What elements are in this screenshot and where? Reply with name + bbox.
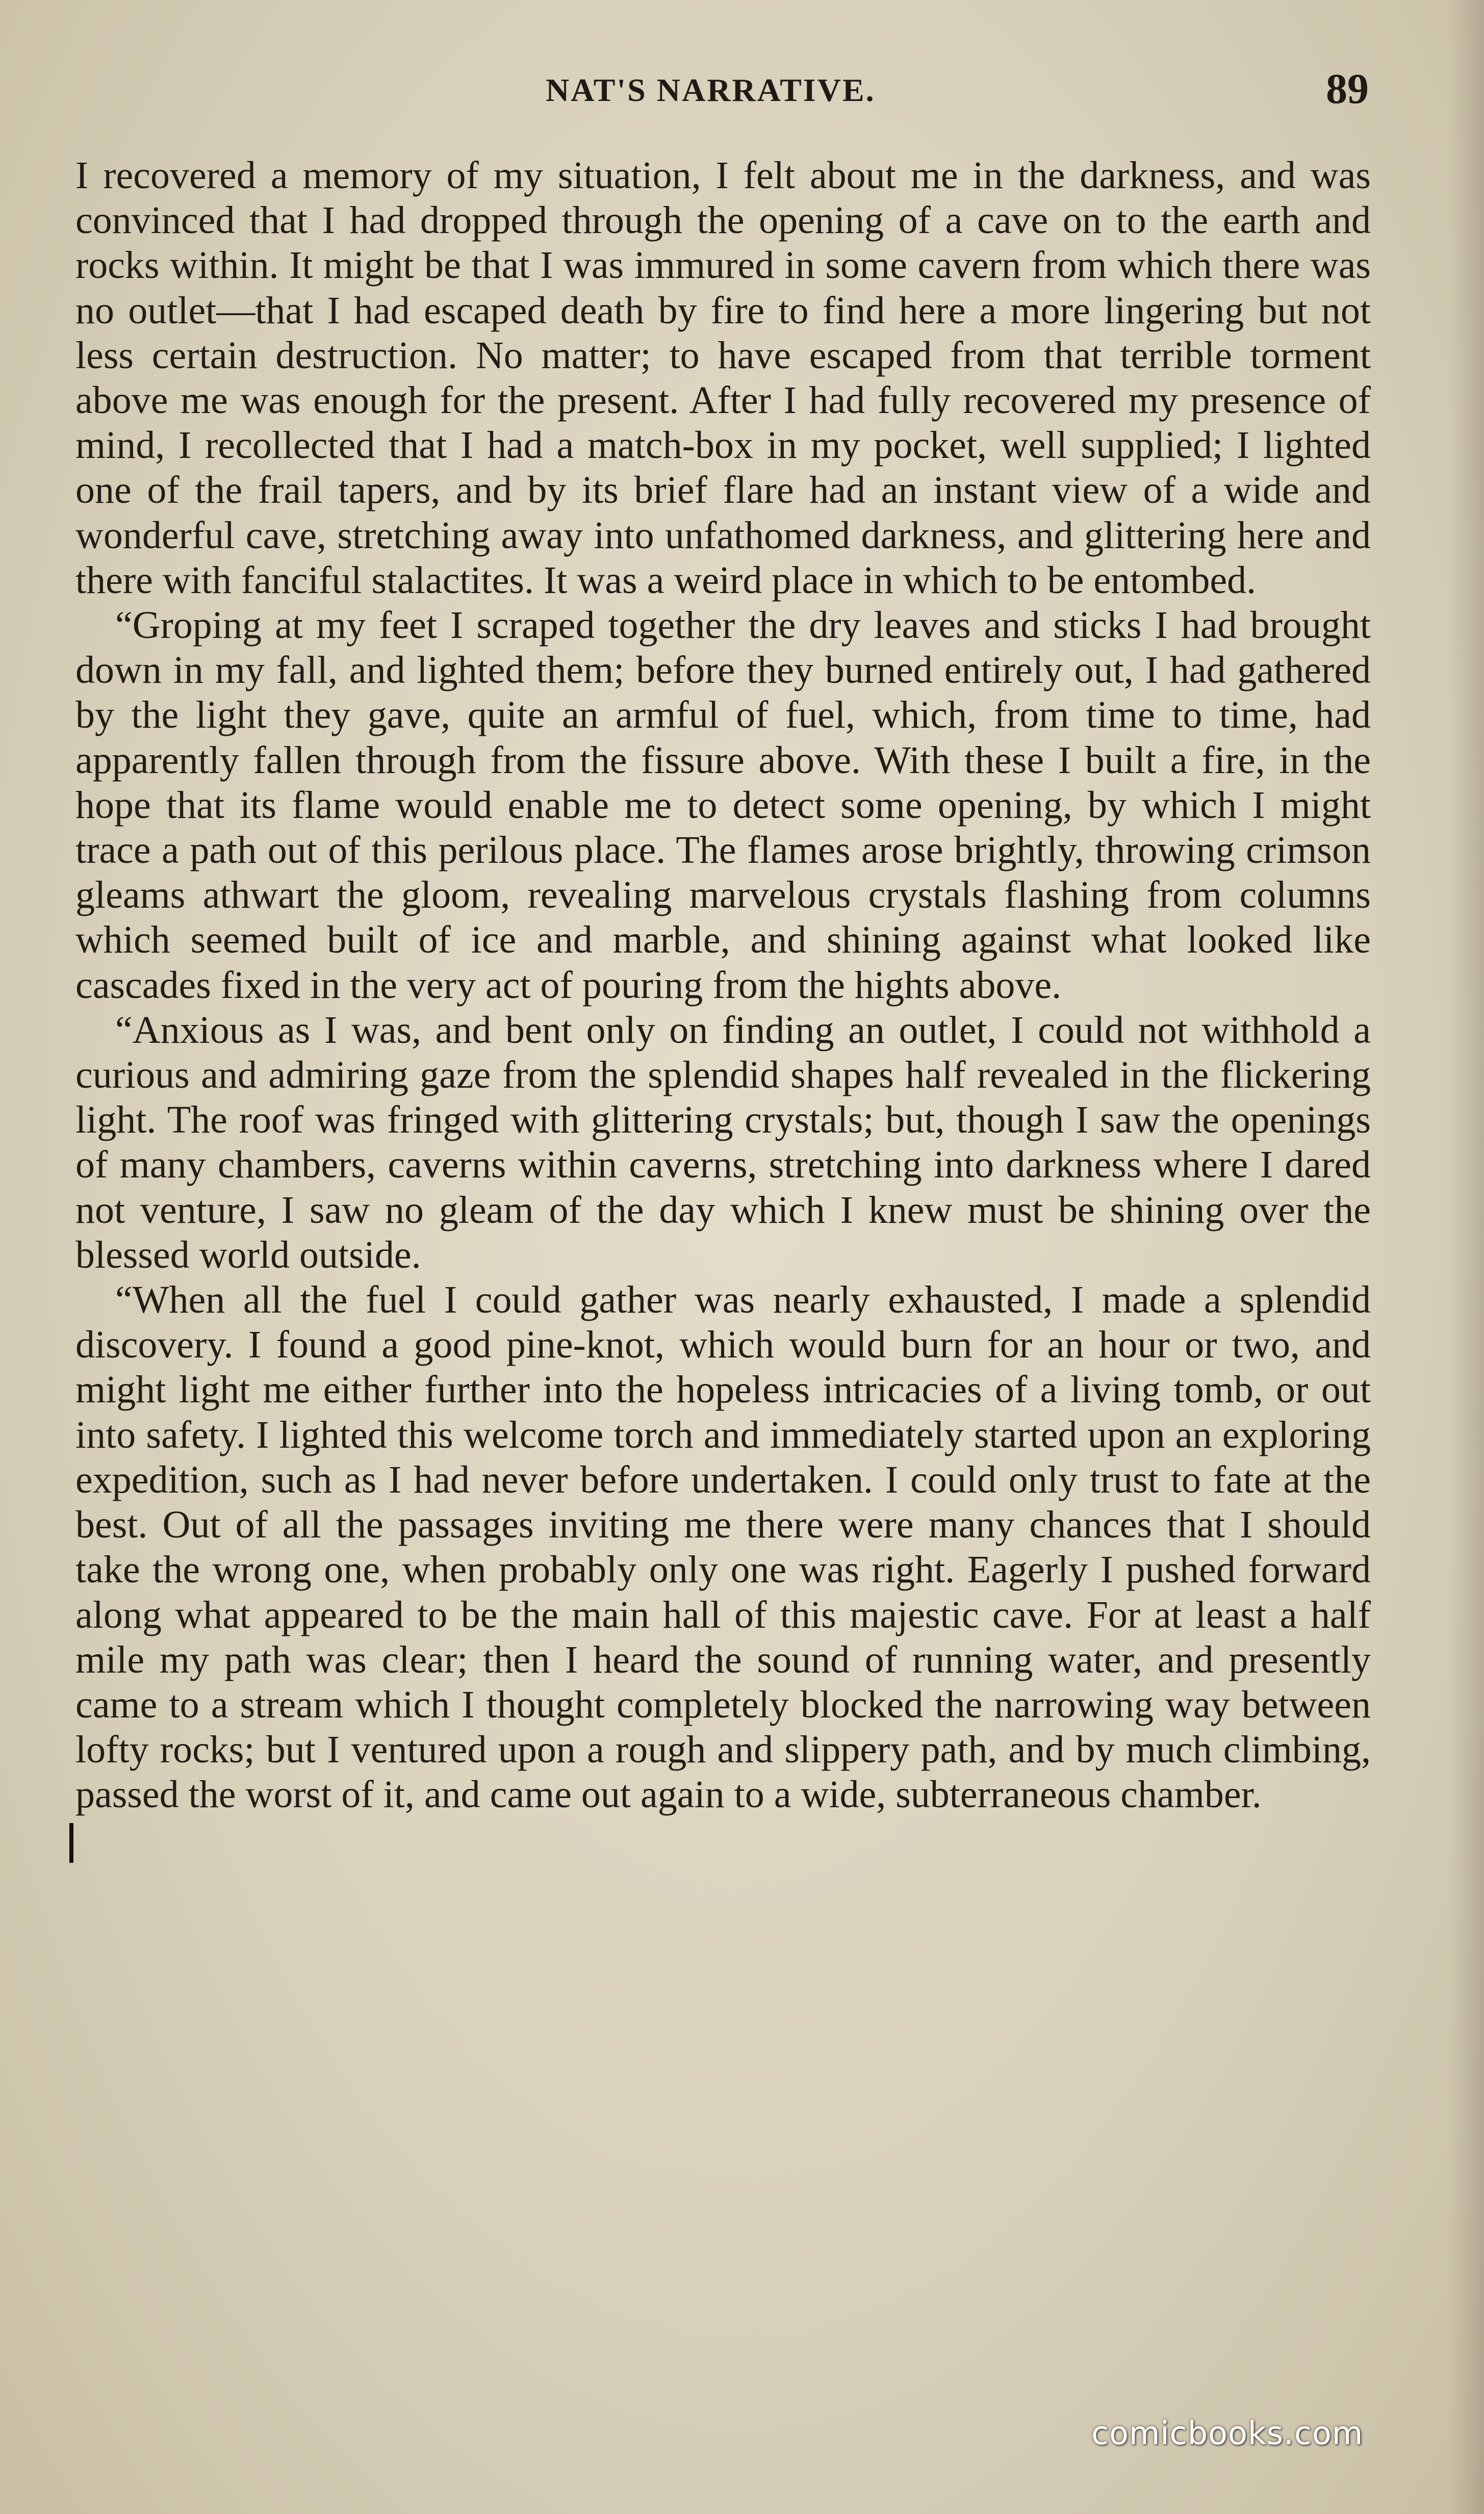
page-number: 89 <box>1326 65 1369 113</box>
margin-ink-mark <box>69 1823 73 1863</box>
paragraph-4: “When all the fuel I could gather was nearly exhausted, I made a splendid discovery. I found a good pine-knot, which would burn for an hour or two, and might light me either further into the hopeless intricacies of a living tomb, or out into safety. I lighted this welcome torch and immediately started upon an exploring expedition, such as I had never before undertaken. I could only trust to fate at the best. Out of all the passages inviting me there were many chances that I should take the wrong one, when probably only one was right. Eagerly I pushed forward along what appeared to be the main hall of this majestic cave. For at least a half mile my path was clear; then I heard the sound of running water, and presently came to a stream which I thought completely blocked the narrowing way between lofty rocks; but I ventured upon a rough and slippery path, and by much climbing, passed the worst of it, and came out again to a wide, subterraneous chamber. <box>75 1278 1371 1816</box>
watermark: comicbooks.com <box>1091 2415 1364 2452</box>
body-text <box>75 153 1371 1817</box>
page-edge-shadow <box>1448 0 1484 2514</box>
page-header <box>0 56 1484 133</box>
paragraph-2: “Groping at my feet I scraped together the dry leaves and sticks I had brought down in my fall, and lighted them; before they burned entirely out, I had gathered by the light they gave, quite an armful of fuel, which, from time to time, had apparently fallen through from the fissure above. With these I built a fire, in the hope that its flame would enable me to detect some opening, by which I might trace a path out of this perilous place. The flames arose brightly, throwing crimson gleams athwart the gloom, revealing marvelous crystals flashing from columns which seemed built of ice and marble, and shining against what looked like cascades fixed in the very act of pouring from the hights above. <box>75 604 1371 1007</box>
running-head: NAT'S NARRATIVE. <box>546 72 876 108</box>
paragraph-3: “Anxious as I was, and bent only on finding an outlet, I could not withhold a curious and admiring gaze from the splendid shapes half revealed in the flickering light. The roof was fringed with glittering crystals; but, though I saw the openings of many chambers, caverns within caverns, stretching into darkness where I dared not venture, I saw no gleam of the day which I knew must be shining over the blessed world outside. <box>75 1008 1371 1276</box>
paragraph-1: I recovered a memory of my situation, I felt about me in the darkness, and was convinced that I had dropped through the opening of a cave on to the earth and rocks within. It might be that I was immured in some cavern from which there was no outlet—that I had escaped death by fire to find here a more lingering but not less certain destruction. No matter; to have escaped from that terrible torment above me was enough for the present. After I had fully recovered my presence of mind, I recollected that I had a match-box in my pocket, well supplied; I lighted one of the frail tapers, and by its brief flare had an instant view of a wide and wonderful cave, stretching away into unfathomed darkness, and glittering here and there with fanciful stalactites. It was a weird place in which to be entombed. <box>75 154 1371 602</box>
